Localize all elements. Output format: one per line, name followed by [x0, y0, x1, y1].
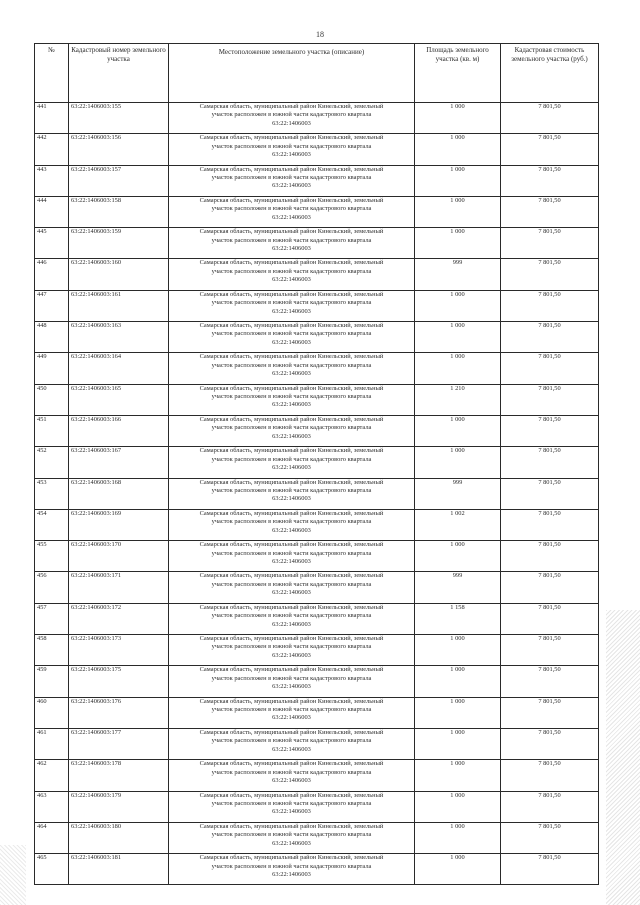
location-line: 63:22:1406003: [272, 683, 311, 691]
area-value: 1 158: [415, 603, 501, 634]
location-line: Самарская область, муниципальный район Кинельский, земельный: [199, 760, 384, 768]
cadastral-cost-value: 7 801,50: [501, 822, 599, 853]
table-row: [35, 165, 599, 196]
location-line: 63:22:1406003: [272, 870, 311, 878]
location-line: 63:22:1406003: [272, 401, 311, 409]
location-line: участок расположен в южной части кадастрового квартала: [211, 580, 372, 588]
location-description: [169, 635, 415, 666]
location-line: Самарская область, муниципальный район Кинельский, земельный: [199, 165, 384, 173]
row-number: 441: [35, 103, 69, 134]
location-description: [169, 322, 415, 353]
location-description: [169, 791, 415, 822]
location-line: Самарская область, муниципальный район Кинельский, земельный: [199, 415, 384, 423]
location-description: [169, 384, 415, 415]
cadastral-number: 63:22:1406003:158: [69, 196, 169, 227]
location-line: 63:22:1406003: [272, 307, 311, 315]
row-number: 453: [35, 478, 69, 509]
location-description: [169, 728, 415, 759]
row-number: 444: [35, 196, 69, 227]
location-description: [169, 854, 415, 885]
location-line: участок расположен в южной части кадастрового квартала: [211, 236, 372, 244]
area-value: 1 000: [415, 290, 501, 321]
location-line: участок расположен в южной части кадастрового квартала: [211, 768, 372, 776]
area-value: 1 000: [415, 196, 501, 227]
cadastral-cost-value: 7 801,50: [501, 603, 599, 634]
cadastral-cost-value: 7 801,50: [501, 478, 599, 509]
location-line: Самарская область, муниципальный район Кинельский, земельный: [199, 322, 384, 330]
location-line: участок расположен в южной части кадастрового квартала: [211, 393, 372, 401]
area-value: 1 000: [415, 854, 501, 885]
cadastral-cost-value: 7 801,50: [501, 103, 599, 134]
area-value: 1 000: [415, 822, 501, 853]
row-number: 457: [35, 603, 69, 634]
location-description: [169, 447, 415, 478]
area-value: 1 000: [415, 322, 501, 353]
location-line: Самарская область, муниципальный район Кинельский, земельный: [199, 103, 384, 110]
location-line: участок расположен в южной части кадастрового квартала: [211, 361, 372, 369]
location-line: Самарская область, муниципальный район Кинельский, земельный: [199, 854, 384, 862]
location-line: 63:22:1406003: [272, 651, 311, 659]
area-value: 999: [415, 259, 501, 290]
row-number: 449: [35, 353, 69, 384]
cadastral-number: 63:22:1406003:179: [69, 791, 169, 822]
location-line: участок расположен в южной части кадастрового квартала: [211, 174, 372, 181]
location-description: [169, 353, 415, 384]
location-line: 63:22:1406003: [272, 464, 311, 472]
location-line: Самарская область, муниципальный район Кинельский, земельный: [199, 791, 384, 799]
header-area: Площадь земельного участка (кв. м): [415, 44, 501, 103]
table-row: [35, 666, 599, 697]
row-number: 446: [35, 259, 69, 290]
cadastral-number: 63:22:1406003:169: [69, 509, 169, 540]
row-number: 445: [35, 228, 69, 259]
table-row: [35, 228, 599, 259]
area-value: 1 000: [415, 760, 501, 791]
cadastral-number: 63:22:1406003:180: [69, 822, 169, 853]
cadastral-number: 63:22:1406003:171: [69, 572, 169, 603]
location-line: Самарская область, муниципальный район Кинельский, земельный: [199, 478, 384, 486]
location-line: 63:22:1406003: [272, 745, 311, 753]
cadastral-number: 63:22:1406003:160: [69, 259, 169, 290]
location-line: 63:22:1406003: [272, 370, 311, 378]
area-value: 1 210: [415, 384, 501, 415]
cadastral-number: 63:22:1406003:163: [69, 322, 169, 353]
table-row: [35, 447, 599, 478]
scan-corner-shading: [0, 845, 26, 905]
row-number: 451: [35, 415, 69, 446]
row-number: 463: [35, 791, 69, 822]
cadastral-cost-value: 7 801,50: [501, 415, 599, 446]
location-description: [169, 103, 415, 134]
table-row: [35, 572, 599, 603]
area-value: 999: [415, 478, 501, 509]
table-row: [35, 259, 599, 290]
cadastral-cost-value: 7 801,50: [501, 384, 599, 415]
cadastral-cost-value: 7 801,50: [501, 572, 599, 603]
location-line: Самарская область, муниципальный район Кинельский, земельный: [199, 572, 384, 580]
location-line: участок расположен в южной части кадастрового квартала: [211, 862, 372, 870]
area-value: 999: [415, 572, 501, 603]
cadastral-cost-value: 7 801,50: [501, 697, 599, 728]
cadastral-cost-value: 7 801,50: [501, 447, 599, 478]
location-line: 63:22:1406003: [272, 213, 311, 221]
location-line: участок расположен в южной части кадастрового квартала: [211, 111, 372, 119]
table-row: [35, 822, 599, 853]
row-number: 465: [35, 854, 69, 885]
location-description: [169, 760, 415, 791]
location-line: Самарская область, муниципальный район Кинельский, земельный: [199, 697, 384, 705]
area-value: 1 000: [415, 447, 501, 478]
table-header-row: [35, 44, 599, 103]
cadastral-cost-value: 7 801,50: [501, 353, 599, 384]
header-number: №: [35, 44, 69, 103]
row-number: 461: [35, 728, 69, 759]
area-value: 1 000: [415, 635, 501, 666]
cadastral-cost-value: 7 801,50: [501, 791, 599, 822]
cadastral-cost-value: 7 801,50: [501, 259, 599, 290]
location-line: участок расположен в южной части кадастрового квартала: [211, 330, 372, 338]
location-line: участок расположен в южной части кадастрового квартала: [211, 737, 372, 745]
location-line: 63:22:1406003: [272, 151, 311, 159]
location-line: 63:22:1406003: [272, 777, 311, 785]
row-number: 456: [35, 572, 69, 603]
location-line: участок расположен в южной части кадастрового квартала: [211, 518, 372, 526]
cadastral-cost-value: 7 801,50: [501, 165, 599, 196]
table-row: [35, 196, 599, 227]
row-number: 447: [35, 290, 69, 321]
cadastral-number: 63:22:1406003:177: [69, 728, 169, 759]
scan-edge-shading: [606, 610, 640, 905]
row-number: 460: [35, 697, 69, 728]
location-line: 63:22:1406003: [272, 714, 311, 722]
row-number: 448: [35, 322, 69, 353]
row-number: 462: [35, 760, 69, 791]
header-cadastral-number: Кадастровый номер земельного участка: [69, 44, 169, 103]
location-line: участок расположен в южной части кадастрового квартала: [211, 549, 372, 557]
cadastral-number: 63:22:1406003:155: [69, 103, 169, 134]
location-line: Самарская область, муниципальный район Кинельский, земельный: [199, 728, 384, 736]
cadastral-cost-value: 7 801,50: [501, 228, 599, 259]
location-line: Самарская область, муниципальный район Кинельский, земельный: [199, 447, 384, 455]
location-description: [169, 134, 415, 165]
table-row: [35, 322, 599, 353]
location-line: участок расположен в южной части кадастрового квартала: [211, 424, 372, 432]
location-description: [169, 822, 415, 853]
location-line: 63:22:1406003: [272, 808, 311, 816]
area-value: 1 000: [415, 228, 501, 259]
location-description: [169, 415, 415, 446]
location-description: [169, 228, 415, 259]
table-row: [35, 728, 599, 759]
cadastral-number: 63:22:1406003:166: [69, 415, 169, 446]
table-row: [35, 603, 599, 634]
location-description: [169, 165, 415, 196]
location-line: 63:22:1406003: [272, 495, 311, 503]
row-number: 459: [35, 666, 69, 697]
location-line: участок расположен в южной части кадастрового квартала: [211, 267, 372, 275]
location-description: [169, 196, 415, 227]
location-line: участок расположен в южной части кадастрового квартала: [211, 612, 372, 620]
table-row: [35, 415, 599, 446]
table-row: [35, 509, 599, 540]
cadastral-cost-value: 7 801,50: [501, 541, 599, 572]
location-line: 63:22:1406003: [272, 276, 311, 284]
cadastral-number: 63:22:1406003:172: [69, 603, 169, 634]
location-line: участок расположен в южной части кадастрового квартала: [211, 799, 372, 807]
area-value: 1 000: [415, 728, 501, 759]
cadastral-number: 63:22:1406003:157: [69, 165, 169, 196]
table-row: [35, 791, 599, 822]
location-line: участок расположен в южной части кадастрового квартала: [211, 674, 372, 682]
row-number: 450: [35, 384, 69, 415]
row-number: 464: [35, 822, 69, 853]
cadastral-number: 63:22:1406003:175: [69, 666, 169, 697]
location-line: Самарская область, муниципальный район Кинельский, земельный: [199, 541, 384, 549]
table-row: [35, 103, 599, 134]
page-number: 18: [316, 30, 324, 39]
location-description: [169, 259, 415, 290]
cadastral-number: 63:22:1406003:168: [69, 478, 169, 509]
location-description: [169, 478, 415, 509]
location-line: 63:22:1406003: [272, 620, 311, 628]
location-line: Самарская область, муниципальный район Кинельский, земельный: [199, 228, 384, 236]
location-line: 63:22:1406003: [272, 589, 311, 597]
row-number: 454: [35, 509, 69, 540]
area-value: 1 000: [415, 541, 501, 572]
location-description: [169, 666, 415, 697]
cadastral-cost-value: 7 801,50: [501, 854, 599, 885]
cadastral-cost-value: 7 801,50: [501, 728, 599, 759]
location-line: участок расположен в южной части кадастрового квартала: [211, 486, 372, 494]
area-value: 1 000: [415, 134, 501, 165]
cadastral-number: 63:22:1406003:159: [69, 228, 169, 259]
location-line: участок расположен в южной части кадастрового квартала: [211, 706, 372, 714]
location-line: участок расположен в южной части кадастрового квартала: [211, 299, 372, 307]
location-line: 63:22:1406003: [272, 526, 311, 534]
cadastral-cost-value: 7 801,50: [501, 666, 599, 697]
table-row: [35, 697, 599, 728]
cadastral-number: 63:22:1406003:173: [69, 635, 169, 666]
location-line: Самарская область, муниципальный район Кинельский, земельный: [199, 666, 384, 674]
land-plot-table: [34, 43, 599, 885]
table-row: [35, 353, 599, 384]
location-line: 63:22:1406003: [272, 338, 311, 346]
area-value: 1 000: [415, 791, 501, 822]
location-line: Самарская область, муниципальный район Кинельский, земельный: [199, 259, 384, 267]
area-value: 1 000: [415, 415, 501, 446]
location-line: Самарская область, муниципальный район Кинельский, земельный: [199, 134, 384, 142]
location-line: Самарская область, муниципальный район Кинельский, земельный: [199, 603, 384, 611]
cadastral-cost-value: 7 801,50: [501, 635, 599, 666]
location-description: [169, 541, 415, 572]
table-row: [35, 760, 599, 791]
location-line: участок расположен в южной части кадастрового квартала: [211, 142, 372, 150]
cadastral-number: 63:22:1406003:164: [69, 353, 169, 384]
location-line: 63:22:1406003: [272, 119, 311, 127]
row-number: 455: [35, 541, 69, 572]
location-line: 63:22:1406003: [272, 557, 311, 565]
location-line: Самарская область, муниципальный район Кинельский, земельный: [199, 822, 384, 830]
row-number: 458: [35, 635, 69, 666]
cadastral-number: 63:22:1406003:156: [69, 134, 169, 165]
cadastral-cost-value: 7 801,50: [501, 760, 599, 791]
cadastral-number: 63:22:1406003:170: [69, 541, 169, 572]
location-line: Самарская область, муниципальный район Кинельский, земельный: [199, 196, 384, 204]
area-value: 1 000: [415, 103, 501, 134]
table-row: [35, 635, 599, 666]
area-value: 1 000: [415, 353, 501, 384]
cadastral-number: 63:22:1406003:181: [69, 854, 169, 885]
table-row: [35, 134, 599, 165]
area-value: 1 000: [415, 666, 501, 697]
cadastral-number: 63:22:1406003:161: [69, 290, 169, 321]
cadastral-cost-value: 7 801,50: [501, 509, 599, 540]
location-line: участок расположен в южной части кадастрового квартала: [211, 831, 372, 839]
cadastral-number: 63:22:1406003:165: [69, 384, 169, 415]
location-description: [169, 603, 415, 634]
header-location: Местоположение земельного участка (описание): [169, 44, 415, 103]
location-line: Самарская область, муниципальный район Кинельский, земельный: [199, 635, 384, 643]
table-row: [35, 541, 599, 572]
row-number: 442: [35, 134, 69, 165]
location-description: [169, 509, 415, 540]
location-line: Самарская область, муниципальный район Кинельский, земельный: [199, 353, 384, 361]
table-body: [35, 103, 599, 885]
header-cadastral-cost: Кадастровая стоимость земельного участка (руб.): [501, 44, 599, 103]
table-row: [35, 290, 599, 321]
table-row: [35, 854, 599, 885]
location-line: участок расположен в южной части кадастрового квартала: [211, 643, 372, 651]
area-value: 1 000: [415, 165, 501, 196]
cadastral-cost-value: 7 801,50: [501, 322, 599, 353]
location-line: Самарская область, муниципальный район Кинельский, земельный: [199, 290, 384, 298]
cadastral-number: 63:22:1406003:176: [69, 697, 169, 728]
row-number: 452: [35, 447, 69, 478]
area-value: 1 000: [415, 697, 501, 728]
location-line: участок расположен в южной части кадастрового квартала: [211, 205, 372, 213]
cadastral-cost-value: 7 801,50: [501, 290, 599, 321]
table-row: [35, 384, 599, 415]
location-line: Самарская область, муниципальный район Кинельский, земельный: [199, 509, 384, 517]
area-value: 1 002: [415, 509, 501, 540]
location-line: участок расположен в южной части кадастрового квартала: [211, 455, 372, 463]
row-number: 443: [35, 165, 69, 196]
location-description: [169, 697, 415, 728]
location-description: [169, 290, 415, 321]
location-line: 63:22:1406003: [272, 182, 311, 190]
table-row: [35, 478, 599, 509]
location-description: [169, 572, 415, 603]
cadastral-number: 63:22:1406003:178: [69, 760, 169, 791]
location-line: 63:22:1406003: [272, 432, 311, 440]
location-line: 63:22:1406003: [272, 245, 311, 252]
location-line: 63:22:1406003: [272, 839, 311, 847]
cadastral-cost-value: 7 801,50: [501, 196, 599, 227]
cadastral-number: 63:22:1406003:167: [69, 447, 169, 478]
cadastral-cost-value: 7 801,50: [501, 134, 599, 165]
location-line: Самарская область, муниципальный район Кинельский, земельный: [199, 384, 384, 392]
